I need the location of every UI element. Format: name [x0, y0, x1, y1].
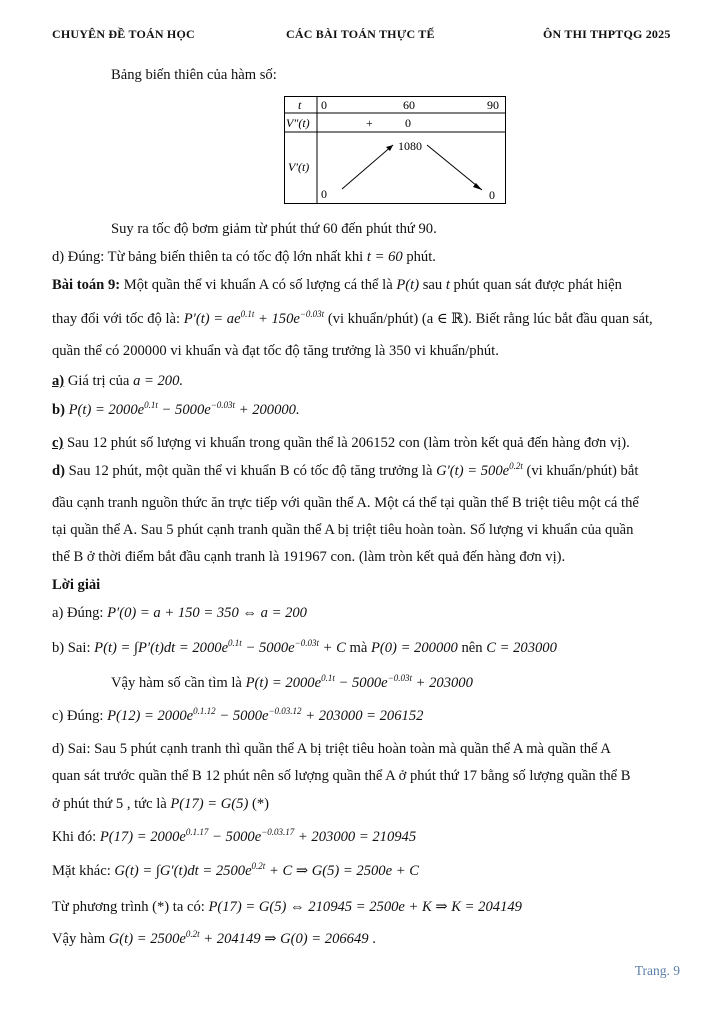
conclusion-line: Suy ra tốc độ bơm giảm từ phút thứ 60 đến phút thứ 90. [111, 221, 437, 237]
statement-d-cont-1: đầu cạnh tranh nguồn thức ăn trực tiếp với quần thể A. Một cá thể tại quần thể B triệt tiêu một cá thể [52, 495, 639, 511]
sign-plus: + [366, 116, 373, 130]
decreasing-arrow [427, 145, 482, 190]
row-second-derivative-label: V″(t) [286, 116, 310, 130]
end-value: 0 [489, 188, 495, 202]
statement-d-cont-3: thể B ở thời điểm bắt đầu cạnh tranh là 191967 con. (làm tròn kết quả đến hàng đơn vị). [52, 549, 566, 565]
row-first-derivative-label: V′(t) [288, 160, 310, 174]
solution-d-1: d) Sai: Sau 5 phút cạnh tranh thì quần thể A bị triệt tiêu hoàn toàn mà quần thể A mà quần thể A [52, 741, 611, 757]
statement-c: c) Sau 12 phút số lượng vi khuẩn trong quần thể là 206152 con (làm tròn kết quả đến hàng đơn vị). [52, 435, 630, 451]
table-intro: Bảng biến thiên của hàm số: [111, 67, 277, 83]
header-center: CÁC BÀI TOÁN THỰC TẾ [286, 27, 435, 41]
increasing-arrow [342, 145, 393, 189]
solution-d-5: Mặt khác: $G(t) = \int G'(t)dt = 2500e^{0.2t} + C$ ⇒ G(5) = 2500e + C [52, 861, 419, 879]
statement-b: b) $P(t) = 2000e^{0.1t} - 5000e^{-0.03t} + 200000$. [52, 400, 300, 418]
t-value-90: 90 [487, 98, 499, 112]
statement-a: a) Giá trị của a = 200. [52, 373, 184, 389]
t-value-60: 60 [403, 98, 415, 112]
peak-value: 1080 [398, 139, 422, 153]
start-value: 0 [321, 187, 327, 201]
t-value-0: 0 [321, 98, 327, 112]
statement-d: d) Sau 12 phút, một quần thể vi khuẩn B có tốc độ tăng trưởng là $G'(t) = 500e^{0.2t}$ (vi khuẩn/phút) bắt [52, 461, 639, 479]
solution-d-6: Từ phương trình (*) ta có: P(17) = G(5) ⇔ 210945 = 2500e + K ⇒ K = 204149 [52, 899, 522, 915]
solution-d-3: ở phút thứ 5 , tức là P(17) = G(5) (*) [52, 796, 269, 812]
initial-condition-line: quần thể có 200000 vi khuẩn và đạt tốc độ tăng trưởng là 350 vi khuẩn/phút. [52, 343, 499, 359]
variation-table [284, 96, 506, 204]
second-derivative-zero: 0 [405, 116, 411, 130]
page-number: Trang. 9 [634, 963, 680, 978]
solution-d-7: Vậy hàm $G(t) = 2500e^{0.2t} + 204149$ ⇒ G(0) = 206649 . [52, 929, 376, 947]
solution-heading: Lời giải [52, 577, 101, 593]
header-right: ÔN THI THPTQG 2025 [543, 27, 671, 41]
rate-formula-line: thay đổi với tốc độ là: $P'(t) = ae^{0.1t} + 150e^{-0.03t}$ (vi khuẩn/phút) (a ∈ ℝ). Biết rằng lúc bắt đầu quan sát, [52, 309, 653, 327]
solution-a: a) Đúng: P′(0) = a + 150 = 350 ⇔ a = 200 [52, 605, 307, 621]
statement-d-cont-2: tại quần thể A. Sau 5 phút cạnh tranh quần thể A bị triệt tiêu hoàn toàn. Số lượng vi khuẩn của quần [52, 522, 634, 538]
solution-b: b) Sai: $P(t) = \int P'(t)dt = 2000e^{0.1t} - 5000e^{-0.03t} + C$ mà P(0) = 200000 nên C = 203000 [52, 638, 557, 656]
solution-d-2: quan sát trước quần thể B 12 phút nên số lượng quần thể A ở phút thứ 17 bằng số lượng quần thể B [52, 768, 631, 784]
problem-9-title: Bài toán 9: [52, 277, 121, 293]
solution-c: c) Đúng: $P(12) = 2000e^{0.1.12} - 5000e^{-0.03.12} + 203000 = 206152$ [52, 706, 424, 724]
row-t-label: t [298, 98, 302, 112]
solution-b-result: Vậy hàm số cần tìm là $P(t) = 2000e^{0.1t} - 5000e^{-0.03t} + 203000$ [111, 673, 473, 691]
solution-d-4: Khi đó: $P(17) = 2000e^{0.1.17} - 5000e^{-0.03.17} + 203000 = 210945$ [52, 827, 417, 845]
problem-9-statement: Bài toán 9: Một quần thể vi khuẩn A có số lượng cá thể là P(t) sau t phút quan sát được phát hiện [52, 277, 622, 293]
header-left: CHUYÊN ĐỀ TOÁN HỌC [52, 27, 195, 41]
part-d-answer: d) Đúng: Từ bảng biến thiên ta có tốc độ lớn nhất khi t = 60 phút. [52, 249, 436, 265]
